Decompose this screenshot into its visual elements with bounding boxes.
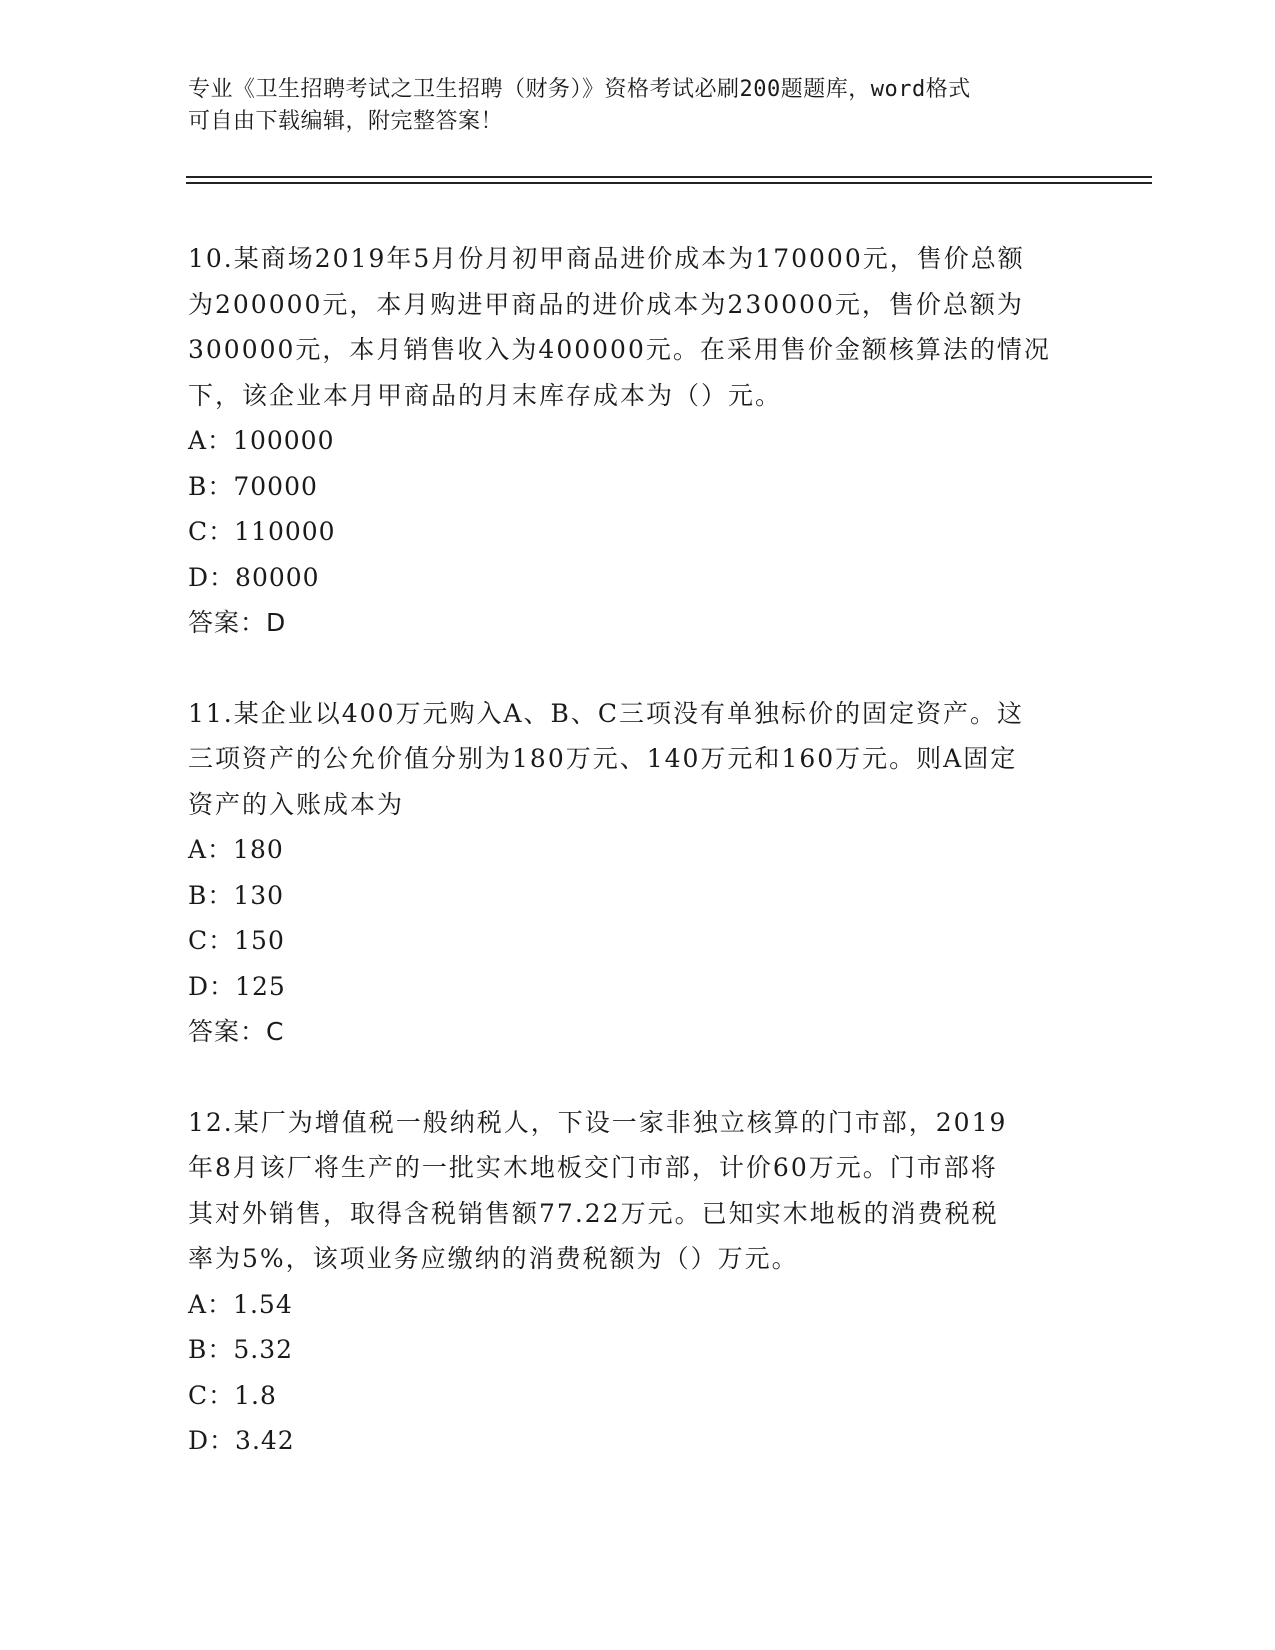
option-d: D：3.42 [188,1426,295,1455]
answer: 答案：C [188,1017,285,1046]
option-a: A：180 [188,835,284,864]
option-b: B：130 [188,880,285,910]
option-c: C：150 [188,926,285,955]
spacer [188,646,1088,691]
question-text: 10.某商场2019年5月份月初甲商品进价成本为170000元，售价总额 为200000元，本月购进甲商品的进价成本为230000元，售价总额为 300000元，本月销售收入为400000元。在采用售价金额核算法的情况 下，该企业本月甲商品的月末库存成本为（）元。 [188,244,1051,410]
header-divider-top [186,176,1152,178]
option-a: A：100000 [188,426,335,455]
option-d: D：125 [188,971,286,1001]
answer: 答案：D [188,608,287,637]
question-11 [188,691,1088,1055]
option-c: C：1.8 [188,1380,277,1410]
spacer [188,1055,1088,1100]
question-text: 12.某厂为增值税一般纳税人，下设一家非独立核算的门市部，2019 年8月该厂将生产的一批实木地板交门市部，计价60万元。门市部将 其对外销售，取得含税销售额77.22万元。已知实木地板的消费税税 率为5%，该项业务应缴纳的消费税额为（）万元。 [188,1107,1008,1273]
question-12 [188,1100,1088,1464]
question-text: 11.某企业以400万元购入A、B、C三项没有单独标价的固定资产。这 三项资产的公允价值分别为180万元、140万元和160万元。则A固定 资产的入账成本为 [188,698,1025,819]
header-divider-bottom [186,182,1152,184]
option-a: A：1.54 [188,1289,293,1319]
option-b: B：70000 [188,471,318,501]
option-d: D：80000 [188,562,320,592]
document-header: 专业《卫生招聘考试之卫生招聘（财务）》资格考试必刷200题题库，word格式 可自由下载编辑，附完整答案！ [188,77,971,134]
question-10 [188,236,1088,646]
option-c: C：110000 [188,517,336,546]
option-b: B：5.32 [188,1335,294,1364]
question-list [188,236,1088,1464]
